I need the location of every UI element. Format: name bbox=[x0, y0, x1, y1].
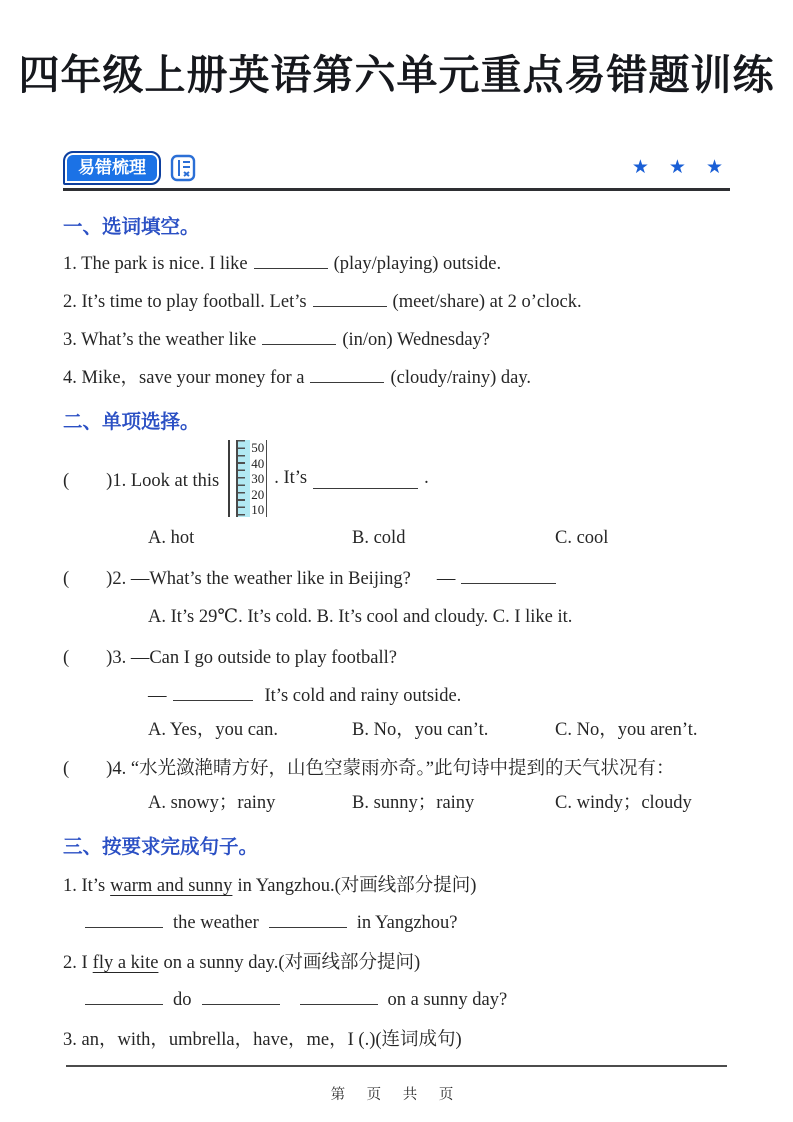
blank-field bbox=[313, 292, 387, 307]
footer-divider bbox=[66, 1065, 727, 1067]
rewrite-question-1 bbox=[63, 874, 730, 899]
answer-text: in Yangzhou? bbox=[356, 913, 458, 933]
fill-question-1 bbox=[63, 252, 730, 277]
rewrite-answer-1 bbox=[63, 911, 730, 936]
thermometer-mercury bbox=[238, 440, 250, 517]
fill-question-3 bbox=[63, 328, 730, 353]
choice-question-4: ( )4. “水光潋滟晴方好，山色空蒙雨亦奇。”此句诗中提到的天气状况有： bbox=[63, 759, 675, 779]
question-text: 1. It’s bbox=[63, 876, 106, 896]
worksheet-content bbox=[63, 211, 730, 1053]
answer-text: do bbox=[173, 990, 192, 1010]
question-text: 3. What’s the weather like bbox=[63, 330, 257, 350]
error-review-badge: 易错梳理 bbox=[63, 151, 161, 185]
section1-heading: 一、选词填空。 bbox=[63, 216, 200, 238]
choice-options-1 bbox=[63, 526, 730, 551]
blank-field bbox=[300, 990, 378, 1005]
option-c: C. No，you aren’t. bbox=[555, 720, 698, 740]
blank-field bbox=[202, 990, 280, 1005]
question-text: 1. The park is nice. I like bbox=[63, 254, 248, 274]
choice-options-2: A. It’s 29℃. It’s cold. B. It’s cool and cloudy. C. I like it. bbox=[148, 607, 573, 627]
fill-question-4 bbox=[63, 366, 730, 391]
scale-label: 10 bbox=[251, 502, 265, 517]
choice-question-3-answer-line bbox=[63, 684, 730, 709]
section3-heading: 三、按要求完成句子。 bbox=[63, 836, 259, 858]
question-text: 4. Mike，save your money for a bbox=[63, 368, 305, 388]
question-text: ( )1. Look at this bbox=[63, 470, 220, 491]
rewrite-answer-2 bbox=[63, 988, 730, 1013]
page-title: 四年级上册英语第六单元重点易错题训练 bbox=[18, 52, 775, 98]
question-text: (in/on) Wednesday? bbox=[342, 330, 491, 350]
scale-label: 50 bbox=[251, 440, 265, 455]
question-text: in Yangzhou.(对画线部分提问) bbox=[237, 876, 477, 896]
blank-field bbox=[269, 913, 347, 928]
thermometer-image bbox=[228, 440, 267, 517]
scale-label: 30 bbox=[251, 471, 265, 486]
option-b: B. No，you can’t. bbox=[352, 720, 489, 740]
option-b: B. sunny；rainy bbox=[352, 793, 475, 813]
question-text: . bbox=[424, 468, 429, 488]
badge-group bbox=[63, 151, 196, 185]
rewrite-question-3: 3. an，with，umbrella，have，me，I (.)(连词成句) bbox=[63, 1030, 462, 1050]
choice-question-3: ( )3. —Can I go outside to play football? bbox=[63, 648, 397, 668]
blank-field bbox=[173, 686, 253, 701]
section2-heading: 二、单项选择。 bbox=[63, 411, 200, 433]
header-bar bbox=[63, 151, 730, 191]
scale-label: 40 bbox=[251, 455, 265, 471]
choice-question-2 bbox=[63, 567, 730, 592]
fill-question-2 bbox=[63, 290, 730, 315]
blank-field bbox=[85, 913, 163, 928]
choice-options-3 bbox=[63, 718, 730, 743]
rewrite-question-2 bbox=[63, 951, 730, 976]
blank-field bbox=[310, 368, 384, 383]
option-b: B. cold bbox=[352, 528, 406, 548]
question-text: It’s cold and rainy outside. bbox=[264, 686, 462, 706]
question-text: on a sunny day.(对画线部分提问) bbox=[163, 953, 421, 973]
page-number-text: 第 页 共 页 bbox=[330, 1087, 463, 1103]
question-text: 2. It’s time to play football. Let’s bbox=[63, 292, 307, 312]
thermometer-numbers bbox=[250, 440, 266, 517]
option-c: C. windy；cloudy bbox=[555, 793, 692, 813]
worksheet-paper-icon bbox=[170, 154, 196, 182]
question-text: (meet/share) at 2 o’clock. bbox=[392, 292, 582, 312]
blank-field bbox=[461, 569, 556, 584]
option-a: A. snowy；rainy bbox=[148, 793, 276, 813]
option-c: C. cool bbox=[555, 528, 609, 548]
thermometer-scale bbox=[236, 440, 267, 517]
answer-text: on a sunny day? bbox=[387, 990, 508, 1010]
star-rating: ★ ★ ★ bbox=[631, 156, 730, 178]
blank-field bbox=[262, 330, 336, 345]
question-text: 2. I bbox=[63, 953, 88, 973]
choice-question-1 bbox=[63, 440, 730, 517]
question-text: ( )2. —What’s the weather like in Beijing? bbox=[63, 569, 411, 589]
scale-label: 20 bbox=[251, 486, 265, 502]
thermometer-tube-line bbox=[228, 440, 230, 517]
page-footer bbox=[66, 1065, 727, 1104]
question-text: (cloudy/rainy) day. bbox=[390, 368, 532, 388]
blank-field bbox=[85, 990, 163, 1005]
answer-text: the weather bbox=[173, 913, 259, 933]
choice-options-4 bbox=[63, 791, 730, 816]
dash: — bbox=[148, 686, 167, 706]
option-a: A. hot bbox=[148, 528, 195, 548]
dash: — bbox=[436, 569, 456, 589]
underlined-phrase: fly a kite bbox=[92, 953, 159, 973]
underlined-phrase: warm and sunny bbox=[110, 876, 233, 896]
question-text: . It’s bbox=[274, 468, 308, 488]
blank-field bbox=[313, 474, 418, 489]
question-text: (play/playing) outside. bbox=[333, 254, 502, 274]
option-a: A. Yes，you can. bbox=[148, 720, 279, 740]
blank-field bbox=[254, 254, 328, 269]
